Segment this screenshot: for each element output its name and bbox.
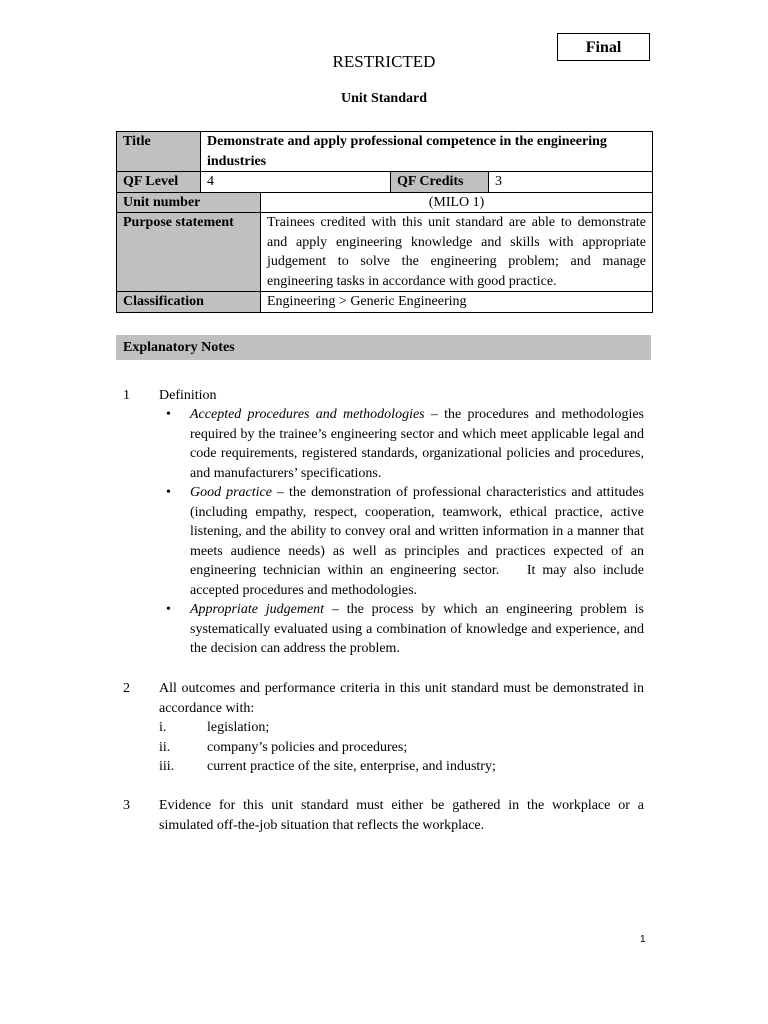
list-text: legislation; bbox=[207, 720, 270, 735]
purpose-label: Purpose statement bbox=[117, 213, 261, 292]
unit-number-label: Unit number bbox=[117, 192, 261, 213]
bullet-icon: • bbox=[166, 485, 171, 500]
section-paragraph: Evidence for this unit standard must either be gathered in the workplace or a simulated off-the-job situation that reflects the workplace. bbox=[159, 798, 644, 833]
final-status-box: Final bbox=[557, 33, 650, 61]
list-numeral: i. bbox=[159, 720, 167, 735]
purpose-row bbox=[117, 213, 653, 292]
bullet-icon: • bbox=[166, 407, 171, 422]
definition-item bbox=[166, 483, 648, 600]
qf-credits-value: 3 bbox=[489, 172, 653, 193]
definition-item bbox=[166, 405, 644, 483]
qf-level-label: QF Level bbox=[117, 172, 201, 193]
definition-text: – the process by which an engineering problem is systematically evaluated using a combination of knowledge and experience, and the decision can address the problem. bbox=[190, 602, 644, 656]
list-numeral: iii. bbox=[159, 759, 175, 774]
list-item bbox=[159, 757, 644, 777]
definition-term: Good practice bbox=[190, 485, 272, 500]
title-row bbox=[117, 132, 653, 172]
section-number: 1 bbox=[123, 388, 130, 403]
qf-credits-label: QF Credits bbox=[391, 172, 489, 193]
document-title: Unit Standard bbox=[341, 91, 427, 106]
list-text: company’s policies and procedures; bbox=[207, 739, 408, 755]
list-item bbox=[159, 718, 644, 738]
title-label: Title bbox=[117, 132, 201, 172]
section-number: 2 bbox=[123, 681, 130, 696]
qf-level-value: 4 bbox=[201, 172, 391, 193]
list-numeral: ii. bbox=[159, 739, 171, 755]
definition-text: – the demonstration of professional characteristics and attitudes (including empathy, respect, cooperation, teamwork, ethical practice, active listening, and the ability to convey oral and written information in a manner that meets audience needs) as well as principles and practices expected of an engineering technician within an engineering sector. It may also include accepted procedures and methodologies. bbox=[190, 485, 648, 598]
classification-heading: RESTRICTED bbox=[332, 52, 436, 71]
definition-text: – the procedures and methodologies required by the trainee’s engineering sector and which meet applicable legal and code requirements, registered standards, organizational policies and procedures, and manufacturers’ specifications. bbox=[190, 407, 644, 481]
unit-number-value: (MILO 1) bbox=[261, 192, 653, 213]
section-heading: Definition bbox=[159, 388, 217, 403]
list-item bbox=[159, 738, 644, 758]
classification-row bbox=[117, 292, 653, 313]
list-text: current practice of the site, enterprise, and industry; bbox=[207, 759, 496, 774]
definition-term: Appropriate judgement bbox=[190, 602, 325, 617]
classification-value: Engineering > Generic Engineering bbox=[261, 292, 653, 313]
bullet-icon: • bbox=[166, 602, 171, 617]
definition-item bbox=[166, 600, 644, 659]
section-paragraph: All outcomes and performance criteria in this unit standard must be demonstrated in accordance with: bbox=[159, 681, 644, 716]
definition-list bbox=[166, 405, 648, 659]
qf-row bbox=[117, 172, 653, 193]
unit-info-table bbox=[116, 131, 653, 313]
classification-label: Classification bbox=[117, 292, 261, 313]
section-number: 3 bbox=[123, 798, 130, 813]
definition-term: Accepted procedures and methodologies bbox=[190, 407, 425, 422]
unit-number-row bbox=[117, 192, 653, 213]
title-value: Demonstrate and apply professional competence in the engineering industries bbox=[201, 132, 653, 172]
purpose-value: Trainees credited with this unit standard are able to demonstrate and apply engineering knowledge and skills with appropriate judgement to solve the engineering problem; and manage engineering tasks in accordance with good practice. bbox=[261, 213, 653, 292]
page-number: 1 bbox=[640, 934, 646, 945]
requirement-list bbox=[159, 718, 644, 777]
explanatory-notes-heading: Explanatory Notes bbox=[116, 335, 651, 360]
